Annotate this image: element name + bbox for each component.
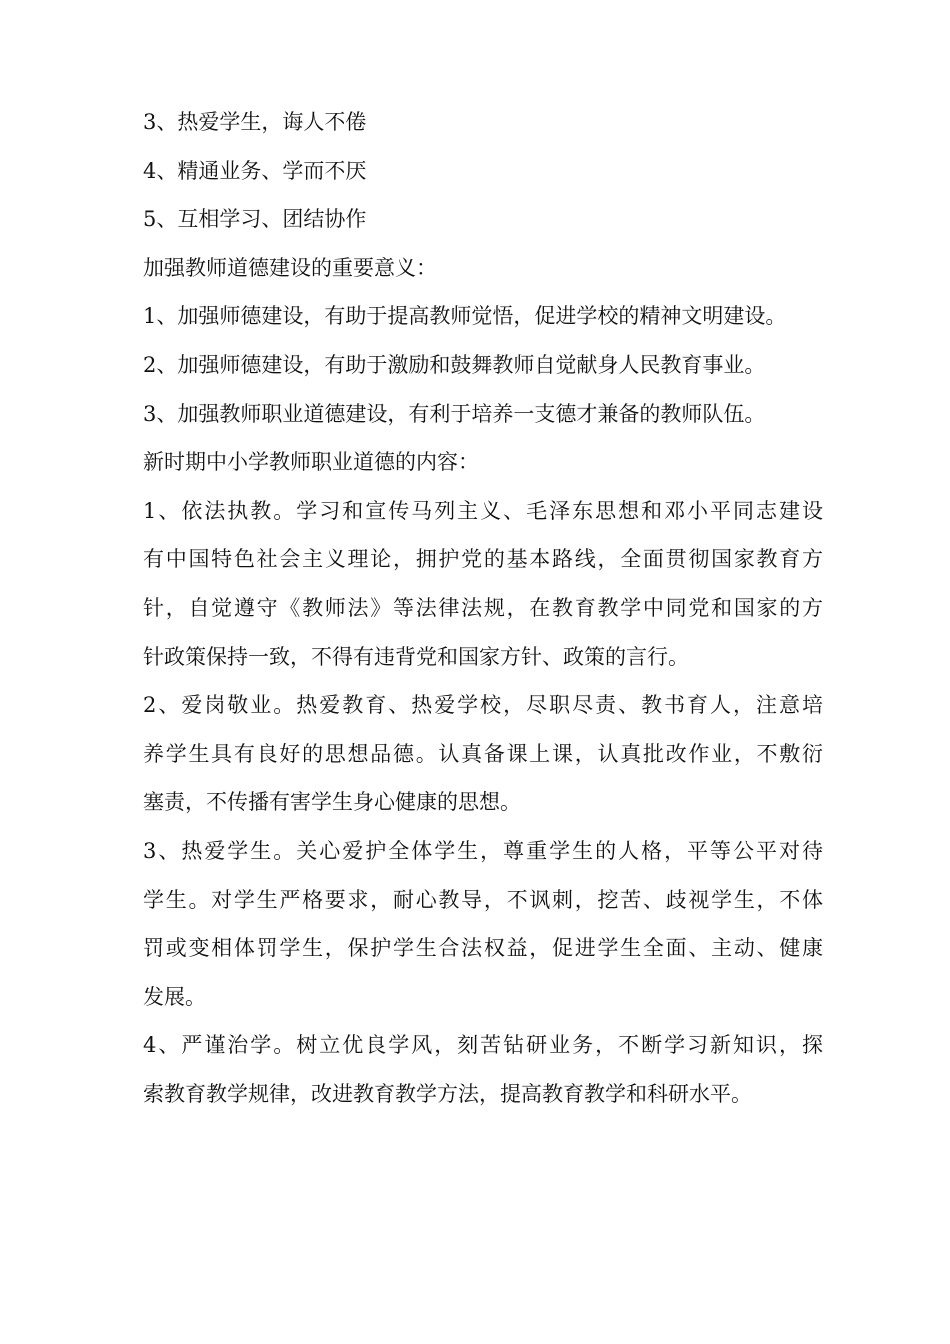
list-item-5-mutual-learning: 5、互相学习、团结协作 bbox=[143, 207, 367, 232]
list-item-3-love-students: 3、热爱学生，诲人不倦 bbox=[143, 110, 367, 134]
content-item-3-line-2: 学生。对学生严格要求，耐心教导，不讽刺，挖苦、歧视学生，不体 bbox=[143, 887, 823, 912]
content-item-1-line-3: 针，自觉遵守《教师法》等法律法规，在教育教学中同党和国家的方 bbox=[143, 595, 823, 620]
section-heading-content: 新时期中小学教师职业道德的内容： bbox=[143, 450, 479, 475]
significance-item-1: 1、加强师德建设，有助于提高教师觉悟，促进学校的精神文明建设。 bbox=[143, 304, 787, 329]
section-heading-significance: 加强教师道德建设的重要意义： bbox=[143, 255, 437, 280]
content-item-1-line-2: 有中国特色社会主义理论，拥护党的基本路线，全面贯彻国家教育方 bbox=[143, 547, 823, 572]
content-item-1-line-4: 针政策保持一致，不得有违背党和国家方针、政策的言行。 bbox=[143, 644, 689, 669]
content-item-3-line-1: 3、热爱学生。关心爱护全体学生，尊重学生的人格，平等公平对待 bbox=[143, 838, 823, 863]
content-item-4-line-2: 索教育教学规律，改进教育教学方法，提高教育教学和科研水平。 bbox=[143, 1081, 752, 1106]
content-item-4-line-1: 4、严谨治学。树立优良学风，刻苦钻研业务，不断学习新知识，探 bbox=[143, 1033, 823, 1058]
significance-item-2: 2、加强师德建设，有助于激励和鼓舞教师自觉献身人民教育事业。 bbox=[143, 352, 766, 377]
content-item-2-line-2: 养学生具有良好的思想品德。认真备课上课，认真批改作业，不敷衍 bbox=[143, 741, 823, 766]
document-body bbox=[143, 98, 823, 1118]
content-item-1-line-1: 1、依法执教。学习和宣传马列主义、毛泽东思想和邓小平同志建设 bbox=[143, 498, 823, 523]
content-item-2-line-1: 2、爱岗敬业。热爱教育、热爱学校，尽职尽责、教书育人，注意培 bbox=[143, 693, 823, 718]
content-item-2-line-3: 塞责，不传播有害学生身心健康的思想。 bbox=[143, 790, 521, 815]
content-item-3-line-4: 发展。 bbox=[143, 984, 206, 1009]
content-item-3-line-3: 罚或变相体罚学生，保护学生合法权益，促进学生全面、主动、健康 bbox=[143, 936, 823, 961]
list-item-4-master-work: 4、精通业务、学而不厌 bbox=[143, 158, 367, 183]
significance-item-3: 3、加强教师职业道德建设，有利于培养一支德才兼备的教师队伍。 bbox=[143, 401, 766, 426]
